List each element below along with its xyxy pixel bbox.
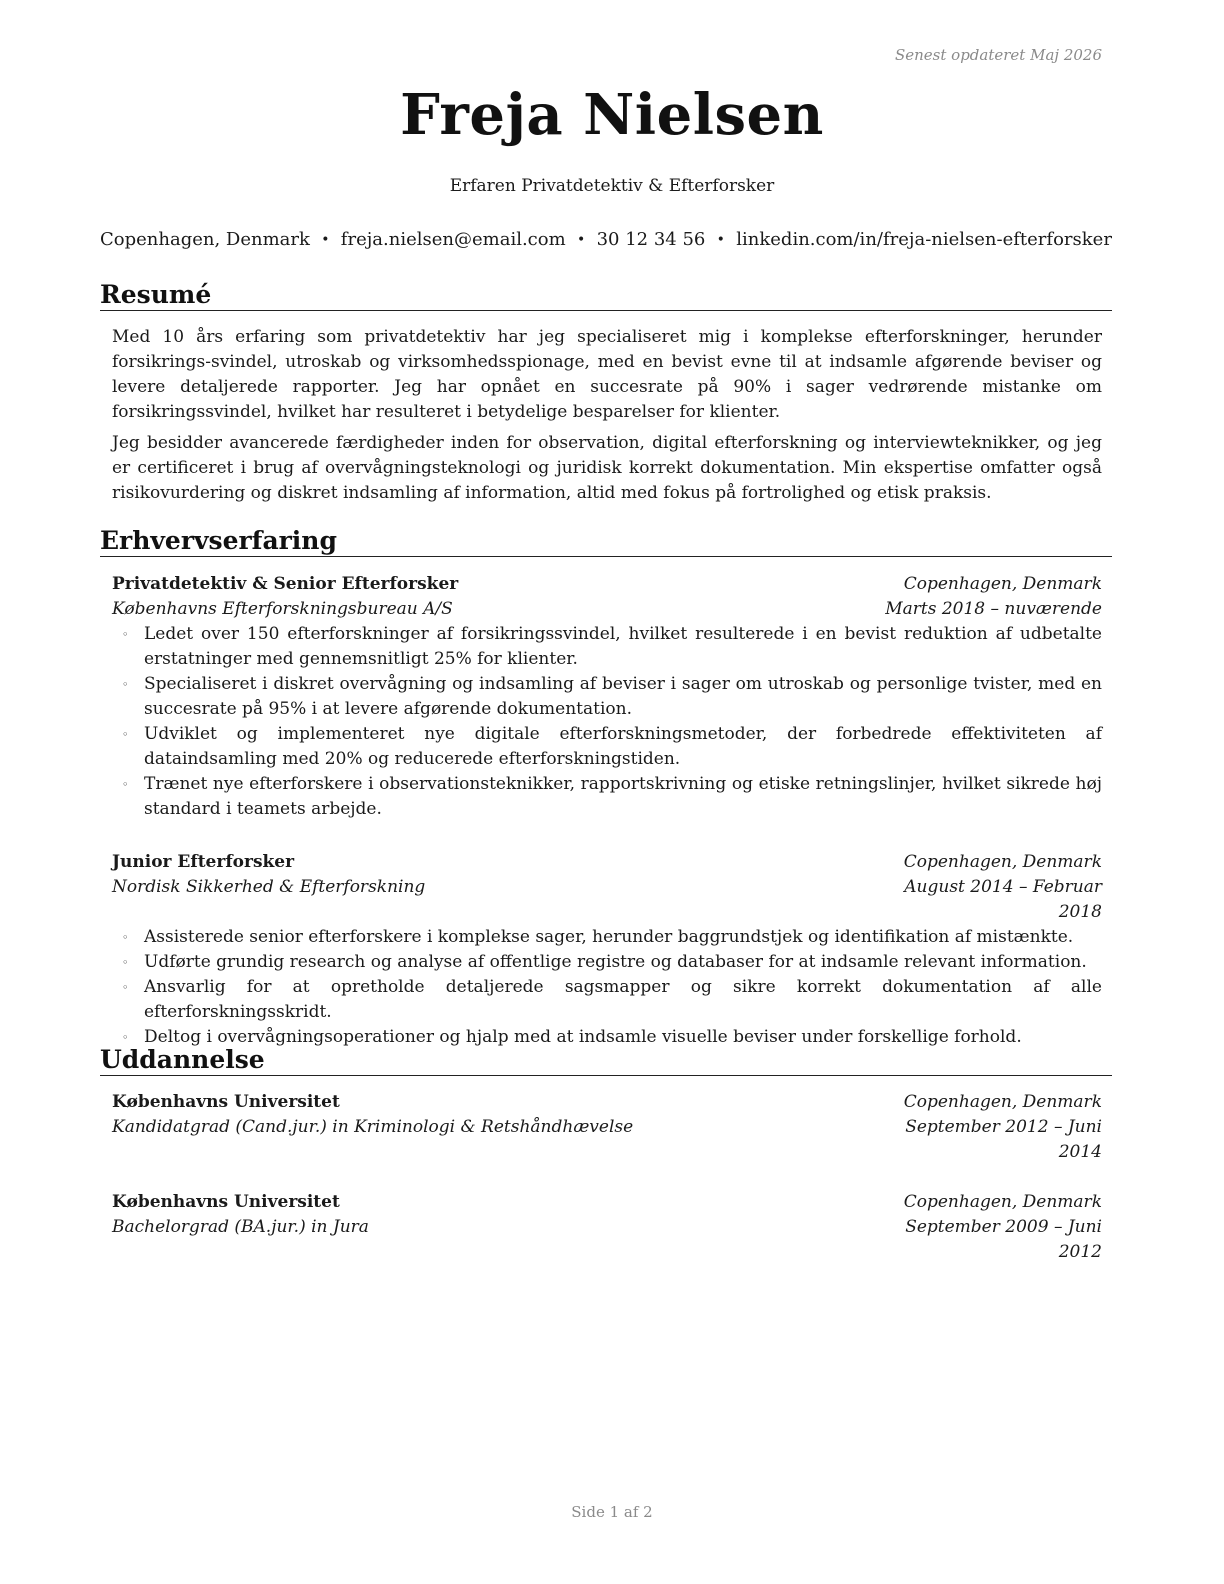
summary-paragraph: Med 10 års erfaring som privatdetektiv har jeg specialiseret mig i komplekse efterforskninger, herunder forsikrings-svindel, utroskab og virksomhedsspionage, med en bevist evne til at indsamle afgørende beviser og levere detaljerede rapporter. Jeg har opnået en succesrate på 90% i sager vedrørende mistanke om forsikringssvindel, hvilket har resulteret i betydelige besparelser for klienter. (112, 327, 1102, 422)
headline: Erfaren Privatdetektiv & Efterforsker (449, 176, 775, 196)
job-dates: Marts 2018 – nuværende (885, 599, 1102, 619)
section-heading-education: Uddannelse (100, 1045, 1112, 1076)
job-location: Copenhagen, Denmark (903, 574, 1102, 594)
page-number: Side 1 af 2 (571, 1503, 653, 1521)
bullet-icon: ◦ (122, 981, 129, 994)
education-dates: September 2009 – Juni 2012 (905, 1217, 1102, 1262)
employer: Københavns Efterforskningsbureau A/S (112, 599, 453, 619)
bullet-icon: ◦ (122, 628, 129, 641)
section-heading-experience: Erhvervserfaring (100, 526, 1112, 557)
bullet-icon: ◦ (122, 728, 129, 741)
job-title: Privatdetektiv & Senior Efterforsker (112, 574, 459, 594)
job-location: Copenhagen, Denmark (903, 852, 1102, 872)
job-dates: August 2014 – Februar 2018 (904, 877, 1102, 922)
degree: Bachelorgrad (BA.jur.) in Jura (112, 1217, 369, 1237)
bullet-icon: ◦ (122, 678, 129, 691)
bullet-icon: ◦ (122, 931, 129, 944)
contact-phone[interactable]: 30 12 34 56 (596, 229, 706, 250)
separator-dot: • (321, 231, 330, 248)
bullet-icon: ◦ (122, 956, 129, 969)
list-item: ◦ Udførte grundig research og analyse af offentlige registre og databaser for at indsamle relevant information. (144, 950, 1102, 975)
contact-location: Copenhagen, Denmark (100, 229, 310, 250)
education-entry (112, 1190, 1102, 1265)
contact-linkedin[interactable]: linkedin.com/in/freja-nielsen-efterforsker (736, 229, 1112, 250)
separator-dot: • (716, 231, 725, 248)
list-item: ◦ Ledet over 150 efterforskninger af forsikringssvindel, hvilket resulterede i en bevist reduktion af udbetalte erstatninger med gennemsnitligt 25% for klienter. (122, 624, 1102, 669)
list-item: ◦ Ansvarlig for at opretholde detaljerede sagsmapper og sikre korrekt dokumentation af alle efterforskningsskridt. (122, 977, 1102, 1022)
list-item: ◦ Trænet nye efterforskere i observationsteknikker, rapportskrivning og etiske retningslinjer, hvilket sikrede høj standard i teamets arbejde. (122, 774, 1102, 819)
job-bullets (112, 622, 1102, 822)
candidate-name: Freja Nielsen (400, 82, 824, 148)
list-item: ◦ Udviklet og implementeret nye digitale efterforskningsmetoder, der forbedrede effektiviteten af dataindsamling med 20% og reducerede efterforskningstiden. (122, 724, 1102, 769)
school-name: Københavns Universitet (112, 1092, 340, 1112)
job-bullets (112, 925, 1102, 1050)
school-name: Københavns Universitet (112, 1192, 340, 1212)
employer: Nordisk Sikkerhed & Efterforskning (112, 877, 426, 897)
last-updated: Senest opdateret Maj 2026 (894, 46, 1102, 64)
experience-entry (112, 850, 1102, 1050)
degree: Kandidatgrad (Cand.jur.) in Kriminologi & Retshåndhævelse (112, 1117, 634, 1137)
education-entry (112, 1090, 1102, 1165)
education-dates: September 2012 – Juni 2014 (905, 1117, 1102, 1162)
separator-dot: • (576, 231, 586, 248)
school-location: Copenhagen, Denmark (903, 1092, 1102, 1112)
job-title: Junior Efterforsker (112, 852, 295, 872)
school-location: Copenhagen, Denmark (903, 1192, 1102, 1212)
experience-entry (112, 572, 1102, 822)
section-heading-summary: Resumé (100, 280, 1112, 311)
summary-paragraph: Jeg besidder avancerede færdigheder inden for observation, digital efterforskning og interviewteknikker, og jeg er certificeret i brug af overvågningsteknologi og juridisk korrekt dokumentation. Min ekspertise omfatter også risikovurdering og diskret indsamling af information, altid med fokus på fortrolighed og etisk praksis. (112, 433, 1102, 503)
list-item: ◦ Assisterede senior efterforskere i komplekse sager, herunder baggrundstjek og identifikation af mistænkte. (144, 925, 1102, 950)
bullet-icon: ◦ (122, 1031, 129, 1044)
bullet-icon: ◦ (122, 778, 129, 791)
contact-line (100, 229, 1112, 250)
list-item: ◦ Deltog i overvågningsoperationer og hjalp med at indsamle visuelle beviser under forskellige forhold. (144, 1025, 1102, 1050)
list-item: ◦ Specialiseret i diskret overvågning og indsamling af beviser i sager om utroskab og personlige tvister, med en succesrate på 95% i at levere afgørende dokumentation. (122, 674, 1102, 719)
summary-text (112, 325, 1102, 512)
contact-email[interactable]: freja.nielsen@email.com (340, 229, 566, 250)
